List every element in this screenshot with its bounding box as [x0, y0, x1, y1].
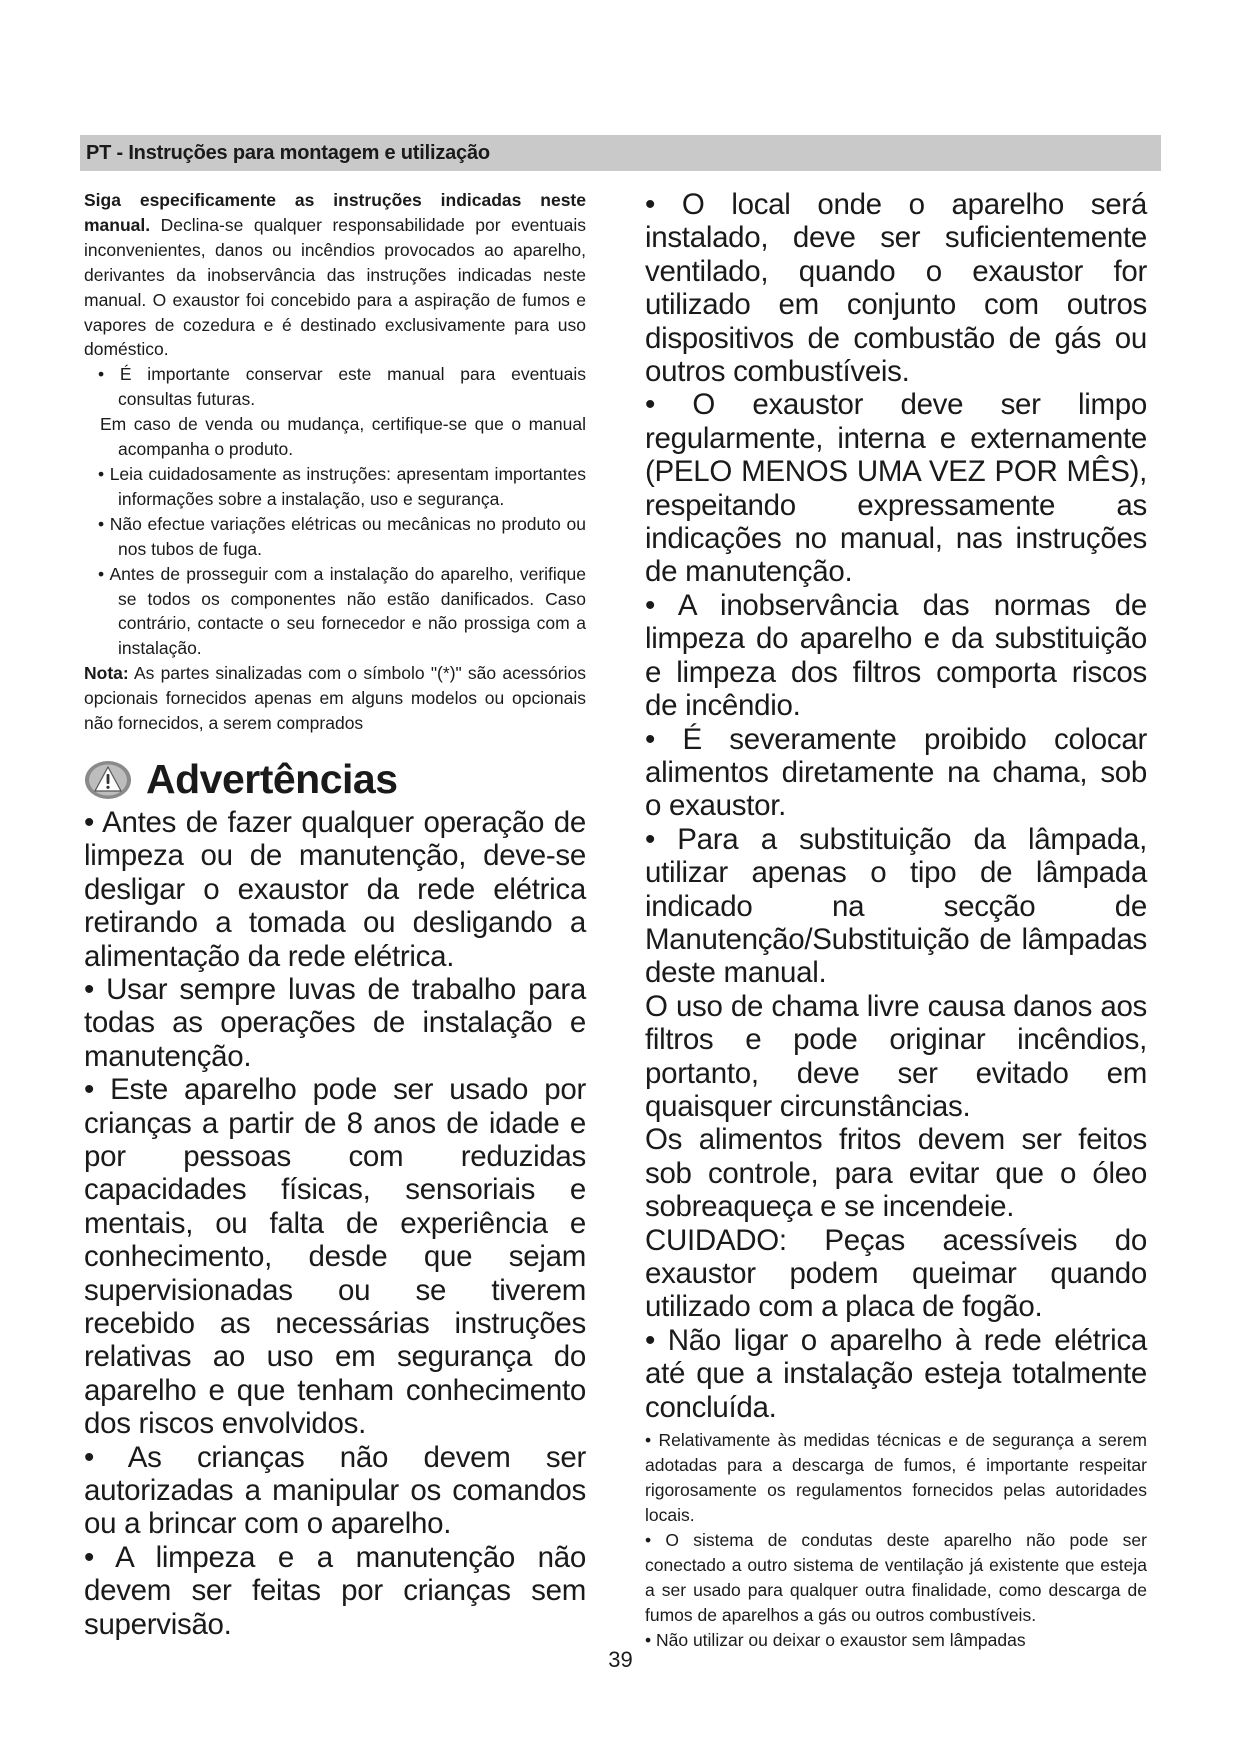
note-item: • O sistema de condutas deste aparelho não pode ser conectado a outro sistema de ventilação já existente que esteja a ser usado para qualquer outra finalidade, como descarga de fumos de aparelhos a gás ou outros combustíveis.: [645, 1530, 1147, 1626]
note-item: • Relativamente às medidas técnicas e de segurança a serem adotadas para a descarga de fumos, é importante respeitar rigorosamente os regulamentos fornecidos pelas autoridades locais.: [645, 1430, 1147, 1526]
page-number: 39: [608, 1647, 633, 1672]
warning-item: • A limpeza e a manutenção não devem ser feitas por crianças sem supervisão.: [84, 1540, 586, 1641]
intro-block: [84, 188, 586, 736]
warning-triangle-icon: [84, 760, 132, 800]
warning-item: • As crianças não devem ser autorizadas a manipular os comandos ou a brincar com o aparelho.: [84, 1440, 586, 1541]
warning-item: • Este aparelho pode ser usado por crianças a partir de 8 anos de idade e por pessoas com reduzidas capacidades físicas, sensoriais e mentais, ou falta de experiência e conhecimento, desde que sejam supervisionadas ou se tiverem recebido as necessárias instruções relativas ao uso em segurança do aparelho e que tenham conhecimento dos riscos envolvidos.: [84, 1073, 586, 1441]
warning-item: • O local onde o aparelho será instalado, deve ser suficientemente ventilado, quando o exaustor for utilizado em conjunto com outros dispositivos de combustão de gás ou outros combustíveis.: [645, 188, 1147, 389]
warning-item: • É severamente proibido colocar alimentos diretamente na chama, sob o exaustor.: [645, 722, 1147, 823]
warning-item: • A inobservância das normas de limpeza do aparelho e da substituição e limpeza dos filtros comporta riscos de incêndio.: [645, 588, 1147, 723]
note-text: As partes sinalizadas com o símbolo "(*)" são acessórios opcionais fornecidos apenas em alguns modelos ou opcionais não fornecidos, a serem comprados: [84, 663, 586, 734]
list-item: • Leia cuidadosamente as instruções: apresentam importantes informações sobre a instalação, uso e segurança.: [98, 463, 586, 509]
intro-paragraph: [84, 188, 586, 362]
list-item: • Antes de prosseguir com a instalação do aparelho, verifique se todos os componentes não estão danificados. Caso contrário, contacte o seu fornecedor e não prossiga com a instalação.: [98, 563, 586, 659]
left-column: [84, 188, 586, 1641]
warnings-title: Advertências: [146, 756, 398, 803]
warnings-list: [84, 806, 586, 1641]
warning-item: CUIDADO: Peças acessíveis do exaustor podem queimar quando utilizado com a placa de fogão.: [645, 1223, 1147, 1324]
intro-bold: Siga especificamente as instruções indicadas neste manual.: [84, 190, 586, 235]
warning-item: • Para a substituição da lâmpada, utilizar apenas o tipo de lâmpada indicado na secção de Manutenção/Substituição de lâmpadas deste manual.: [645, 822, 1147, 990]
intro-text: Declina-se qualquer responsabilidade por eventuais inconvenientes, danos ou incêndios provocados ao aparelho, derivantes da inobservância das instruções indicadas neste manual. O exaustor foi concebido para a aspiração de fumos e vapores de cozedura e é destinado exclusivamente para uso doméstico.: [84, 214, 586, 360]
list-item-continuation: Em caso de venda ou mudança, certifique-se que o manual acompanha o produto.: [100, 414, 586, 460]
section-title: PT - Instruções para montagem e utilização: [86, 142, 490, 164]
note-label: Nota:: [84, 663, 129, 684]
warnings-heading: [84, 756, 586, 804]
right-small-notes: [645, 1428, 1147, 1653]
list-item: • Não efectue variações elétricas ou mecânicas no produto ou nos tubos de fuga.: [98, 513, 586, 559]
section-header-bar: [80, 135, 1161, 171]
note-item: • Não utilizar ou deixar o exaustor sem lâmpadas: [645, 1630, 1026, 1651]
warning-item: • Usar sempre luvas de trabalho para todas as operações de instalação e manutenção.: [84, 972, 586, 1073]
warning-item: • O exaustor deve ser limpo regularmente, interna e externamente (PELO MENOS UMA VEZ POR MÊS), respeitando expressamente as indicações no manual, nas instruções de manutenção.: [645, 388, 1147, 589]
note-paragraph: [84, 661, 586, 736]
warning-item: • Não ligar o aparelho à rede elétrica até que a instalação esteja totalmente concluída.: [645, 1323, 1147, 1424]
right-column: [645, 188, 1147, 1653]
list-item: • É importante conservar este manual para eventuais consultas futuras.: [98, 364, 586, 410]
right-warnings-list: [645, 188, 1147, 1424]
warning-item: Os alimentos fritos devem ser feitos sob controle, para evitar que o óleo sobreaqueça e se incendeie.: [645, 1123, 1147, 1224]
warning-item: O uso de chama livre causa danos aos filtros e pode originar incêndios, portanto, deve ser evitado em quaisquer circunstâncias.: [645, 989, 1147, 1123]
warning-item: • Antes de fazer qualquer operação de limpeza ou de manutenção, deve-se desligar o exaustor da rede elétrica retirando a tomada ou desligando a alimentação da rede elétrica.: [84, 805, 586, 973]
